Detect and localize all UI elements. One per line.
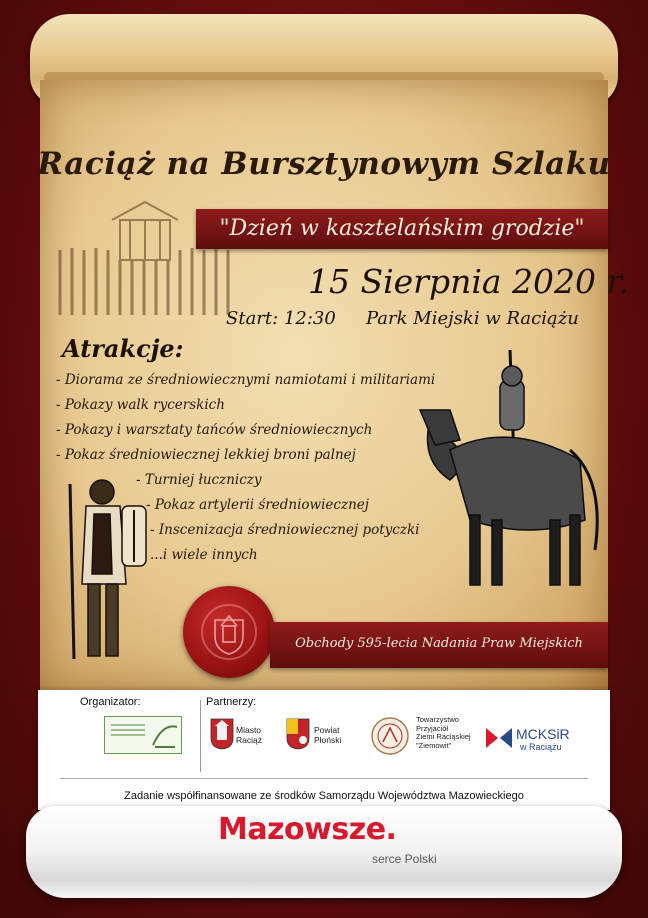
- partner-name-mcksir: MCKSiR: [516, 726, 570, 742]
- attraction-item: - Pokazy i warsztaty tańców średniowiecznych: [56, 422, 373, 438]
- partner-name-powiat: [314, 726, 341, 746]
- seal-crest-icon: [201, 604, 257, 660]
- partner-logo-miasto: [210, 718, 234, 754]
- anniversary-ribbon: [270, 622, 608, 668]
- society-emblem-icon: [370, 716, 410, 756]
- partner-line: "Ziemowit": [416, 740, 452, 750]
- poster-subtitle: "Dzień w kasztelańskim grodzie": [219, 216, 585, 241]
- seal-tower-icon: [203, 606, 255, 658]
- attraction-item: - Pokaz średniowiecznej lekkiej broni palnej: [56, 447, 356, 463]
- organizer-emblem-icon: [105, 717, 183, 755]
- city-crest-icon: [210, 718, 234, 750]
- attractions-heading: Atrakcje:: [62, 334, 184, 363]
- partner-logo-ziemowit: [370, 716, 410, 760]
- subtitle-ribbon: [196, 209, 608, 249]
- organizer-label: Organizator:: [80, 696, 141, 708]
- attraction-item: - Inscenizacja średniowiecznej potyczki: [150, 522, 420, 538]
- attraction-item: - Turniej łuczniczy: [136, 472, 262, 488]
- partner-line: Raciąż: [236, 734, 262, 745]
- mazowsze-brand-logo: Mazowsze.: [218, 812, 397, 847]
- partner-line: Przyjaciół: [416, 723, 449, 733]
- attraction-item: - Diorama ze średniowiecznymi namiotami i militariami: [56, 372, 436, 388]
- start-time: Start: 12:30: [226, 308, 336, 329]
- event-date: 15 Sierpnia 2020 r.: [308, 262, 630, 301]
- partner-logo-mcksir: [484, 726, 514, 754]
- partner-logo-powiat: [286, 718, 310, 754]
- partner-line: Płoński: [314, 734, 342, 745]
- partner-line: Towarzystwo: [416, 715, 459, 724]
- poster-title: Raciąż na Bursztynowym Szlaku: [37, 146, 611, 182]
- wax-seal: [183, 586, 275, 678]
- partner-name-miasto: [236, 726, 262, 746]
- partner-line: Powiat: [314, 725, 340, 735]
- funding-note: Zadanie współfinansowane ze środków Samorządu Województwa Mazowieckiego: [124, 790, 524, 802]
- organizer-logo: [104, 716, 182, 754]
- anniversary-text: Obchody 595-lecia Nadania Praw Miejskich: [295, 636, 583, 651]
- attraction-item: - Pokazy walk rycerskich: [56, 397, 225, 413]
- partners-label: Partnerzy:: [206, 696, 257, 708]
- mcksir-logo-icon: [484, 726, 514, 750]
- event-place: Park Miejski w Raciążu: [366, 308, 579, 329]
- partner-name-ziemowit: [416, 716, 471, 751]
- partner-line: Ziemi Raciąskiej: [416, 732, 471, 742]
- partner-name-mcksir-sub: w Raciążu: [520, 742, 562, 752]
- panel-divider: [200, 700, 201, 772]
- foot-soldier-illustration: [64, 474, 154, 664]
- mazowsze-tagline: serce Polski: [372, 852, 437, 866]
- county-crest-icon: [286, 718, 310, 750]
- attraction-item: ...i wiele innych: [150, 547, 258, 563]
- mounted-knight-illustration: [410, 350, 610, 590]
- attraction-item: - Pokaz artylerii średniowiecznej: [146, 497, 369, 513]
- partner-line: Miasto: [236, 725, 262, 735]
- panel-separator: [60, 778, 588, 779]
